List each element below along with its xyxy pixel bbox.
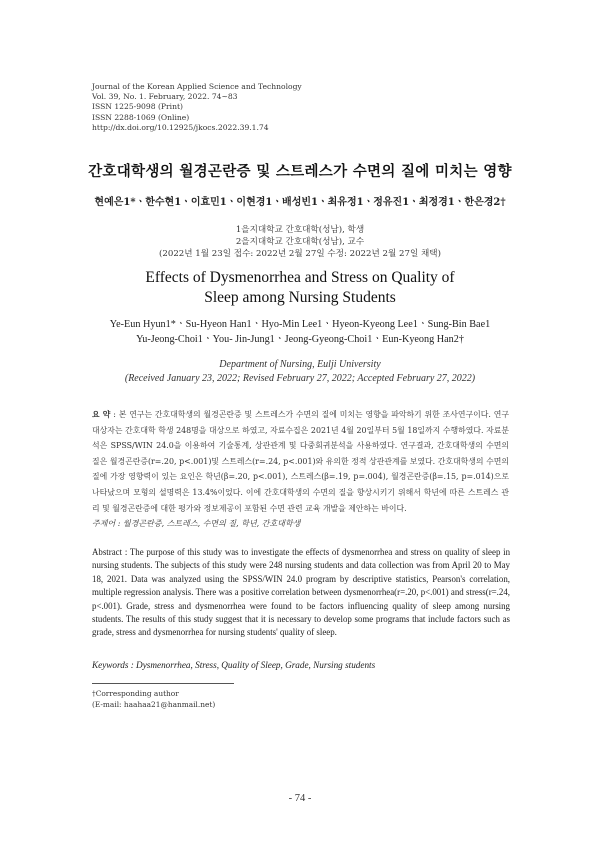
english-authors-line-1: Ye-Eun Hyun1*ㆍSu-Hyeon Han1ㆍHyo-Min Lee1ㆍHyeon-Kyeong Lee1ㆍSung-Bin Bae1 <box>109 319 491 330</box>
english-title <box>0 268 600 308</box>
korean-affiliation-2: 2을지대학교 간호대학(성남), 교수 <box>235 237 365 247</box>
corresponding-author-note: †Corresponding author <box>92 689 179 698</box>
english-title-line-1: Effects of Dysmenorrhea and Stress on Quality of <box>145 269 455 286</box>
journal-volume: Vol. 39, No. 1. February, 2022. 74~83 <box>92 92 238 102</box>
english-authors <box>0 318 600 347</box>
issn-online: ISSN 2288-1069 (Online) <box>92 112 190 122</box>
korean-abstract <box>92 407 509 516</box>
english-authors-line-2: Yu-Jeong-Choi1ㆍYou- Jin-Jung1ㆍJeong-Gyeong-Choi1ㆍEun-Kyeong Han2† <box>136 333 464 345</box>
journal-name: Journal of the Korean Applied Science and Technology <box>92 82 302 91</box>
footnote <box>92 688 215 710</box>
english-title-line-2: Sleep among Nursing Students <box>204 289 396 306</box>
corresponding-author-email[interactable]: (E-mail: haahaa21@hanmail.net) <box>92 700 216 709</box>
korean-authors: 현예은1*ㆍ한수현1ㆍ이효민1ㆍ이현경1ㆍ배성빈1ㆍ최유정1ㆍ정유진1ㆍ최정경1ㆍ한은경2† <box>94 197 506 208</box>
page-number: - 74 - <box>288 793 312 804</box>
korean-abstract-label: 요 약 <box>92 410 111 419</box>
journal-meta <box>92 82 302 133</box>
korean-received-dates: (2022년 1월 23일 접수: 2022년 2월 27일 수정: 2022년 2월 27일 채택) <box>159 249 441 259</box>
footnote-divider <box>92 683 234 684</box>
korean-abstract-text: : 본 연구는 간호대학생의 월경곤란증 및 스트레스가 수면의 질에 미치는 영향을 파악하기 위한 조사연구이다. 연구 대상자는 간호대학 학생 248명을 대상으로 하였고, 자료수집은 2021년 4월 20일부터 5월 18일까지 수행하였다. 자료분석은 SPSS/WIN 24.0을 이용하여 기술통계, 상관관계 및 다중회귀분석을 사용하였다. 연구결과, 간호대학생의 수면의 질은 월경곤란증(r=.20, p<.001)및 스트레스(r=.24, p<.001)와 유의한 정적 상관관계를 보였다. 간호대학생의 수면의 질에 가장 영향력이 있는 요인은 학년(β=.20, p<.001), 스트레스(β=.19, p=.004), 월경곤란증(β=.15, p=.014)으로 나타났으며 모형의 설명력은 13.4%이었다. 이에 간호대학생의 수면의 질을 향상시키기 위해서 학년에 따른 스트레스 관리 및 월경곤란증에 대한 평가와 정보제공이 포함된 수면 관련 교육 개발을 제안하는 바이다. <box>92 410 509 513</box>
english-keywords: Keywords : Dysmenorrhea, Stress, Quality of Sleep, Grade, Nursing students <box>92 660 376 670</box>
doi-link[interactable]: http://dx.doi.org/10.12925/jkocs.2022.39.1.74 <box>92 122 269 132</box>
korean-affiliation-1: 1을지대학교 간호대학(성남), 학생 <box>235 225 365 235</box>
english-abstract-text: : The purpose of this study was to investigate the effects of dysmenorrhea and stress on quality of sleep in nursing students. The subjects of this study were 248 nursing students and data collection was from April 20 to May 18, 2021. Data was analyzed using the SPSS/WIN 24.0 program by descriptive statistics, Pearson's correlation, multiple regression analysis. There was a positive correlation between dysmenorrhea(r=.20, p<.001) and stress(r=.24, p<.001). Grade, stress and dysmenorrhea were found to be factors influencing quality of sleep among nursing students. The results of this study suggest that it is necessary to develop some programs that include factors such as grade, stress and dysmenorrhea for nursing students' quality of sleep. <box>92 547 511 638</box>
korean-title: 간호대학생의 월경곤란증 및 스트레스가 수면의 질에 미치는 영향 <box>88 163 512 180</box>
english-abstract <box>92 546 510 640</box>
korean-keywords: 주제어 : 월경곤란증, 스트레스, 수면의 질, 학년, 간호대학생 <box>92 519 301 528</box>
department-name: Department of Nursing, Eulji University <box>219 359 381 370</box>
issn-print: ISSN 1225-9098 (Print) <box>92 102 183 112</box>
english-received-dates: (Received January 23, 2022; Revised February 27, 2022; Accepted February 27, 2022) <box>124 373 476 384</box>
english-abstract-label: Abstract <box>92 547 123 557</box>
department-block <box>0 358 600 386</box>
